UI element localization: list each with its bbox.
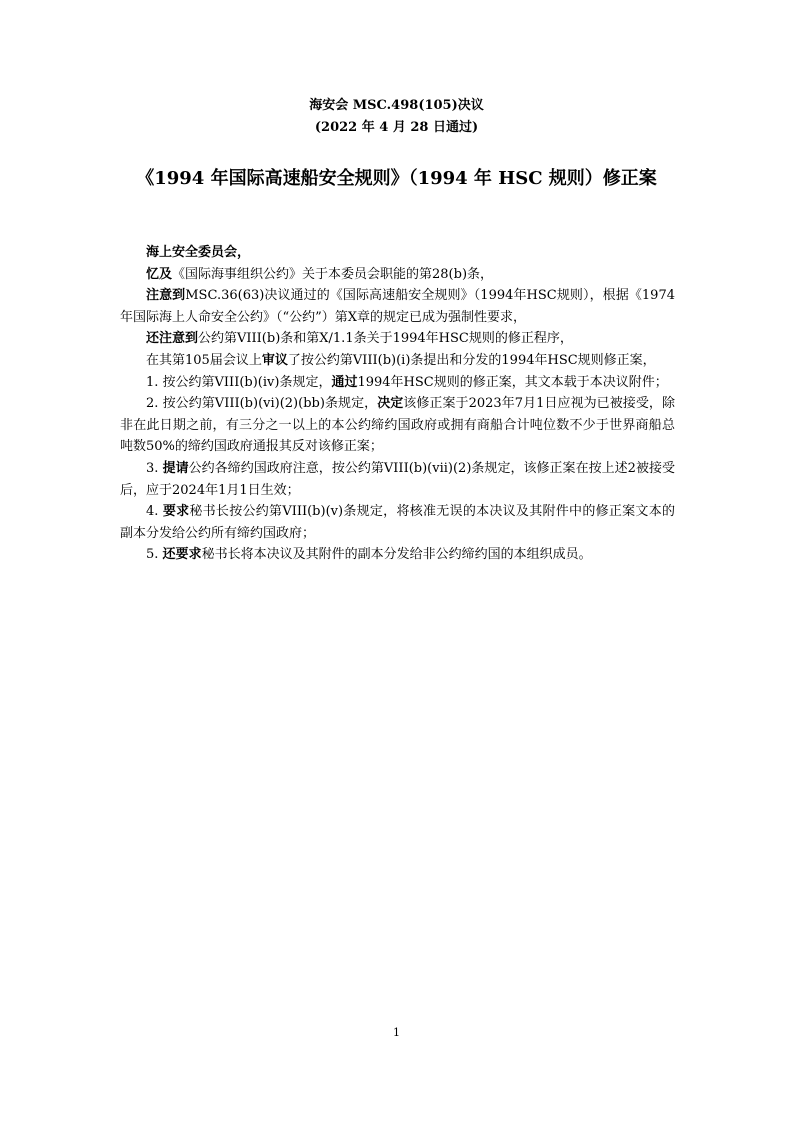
paragraph-text: 了按公约第VIII(b)(i)条提出和分发的1994年HSC规则修正案， — [287, 352, 656, 368]
paragraph-lead: 5. — [146, 547, 163, 563]
keyword-requests: 要求 — [162, 504, 190, 520]
adoption-date: (2022 年 4 月 28 日通过) — [314, 120, 479, 135]
resolution-body — [120, 242, 675, 566]
preamble-paragraph-noting-further — [120, 328, 675, 350]
paragraph-lead: 3. — [146, 460, 163, 476]
paragraph-lead: 1. 按公约第VIII(b)(iv)条规定， — [146, 374, 332, 390]
preamble-paragraph-noting — [120, 285, 675, 328]
document-title: 《1994 年国际高速船安全规则》（1994 年 HSC 规则）修正案 — [136, 168, 657, 189]
keyword-adopts: 通过 — [331, 374, 358, 390]
paragraph-text: 1994年HSC规则的修正案，其文本载于本决议附件； — [357, 374, 668, 390]
paragraph-lead: 2. 按公约第VIII(b)(vi)(2)(bb)条规定， — [146, 396, 378, 412]
paragraph-text: 公约第VIII(b)条和第X/1.1条关于1994年HSC规则的修正程序， — [198, 331, 573, 347]
operative-paragraph-5 — [120, 544, 675, 566]
paragraph-text: MSC.36(63)决议通过的《国际高速船安全规则》（1994年HSC规则），根据《1974年国际海上人命安全公约》（“公约”）第X章的规定已成为强制性要求， — [120, 288, 675, 325]
paragraph-lead: 4. — [146, 504, 163, 520]
keyword-further-requests: 还要求 — [162, 547, 202, 563]
keyword-noting: 注意到 — [146, 288, 186, 304]
keyword-determines: 决定 — [377, 396, 404, 412]
operative-paragraph-4 — [120, 501, 675, 544]
keyword-recalling: 忆及 — [146, 266, 173, 282]
page-number: 1 — [393, 1026, 400, 1039]
keyword-considered: 审议 — [261, 352, 288, 368]
paragraph-text: 公约各缔约国政府注意，按公约第VIII(b)(vii)(2)条规定，该修正案在按上述2被接受后，应于2024年1月1日生效； — [120, 460, 675, 498]
resolution-number: 海安会 MSC.498(105)决议 — [309, 98, 484, 113]
preamble-paragraph-considered — [120, 350, 675, 372]
keyword-noting-further: 还注意到 — [146, 331, 199, 347]
paragraph-text: 《国际海事组织公约》关于本委员会职能的第28(b)条， — [172, 266, 494, 282]
paragraph-lead: 在其第105届会议上 — [146, 352, 262, 368]
keyword-invites: 提请 — [162, 460, 189, 476]
operative-paragraph-2 — [120, 393, 675, 458]
preamble-paragraph-recalling — [120, 264, 675, 286]
operative-paragraph-1 — [120, 372, 675, 394]
operative-paragraph-3 — [120, 458, 675, 501]
paragraph-text: 秘书长将本决议及其附件的副本分发给非公约缔约国的本组织成员。 — [201, 547, 592, 563]
paragraph-text: 该修正案于2023年7月1日应视为已被接受，除非在此日期之前，有三分之一以上的本公约缔约国政府或拥有商船合计吨位数不少于世界商船总吨数50%的缔约国政府通报其反对该修正案； — [120, 396, 675, 455]
paragraph-text: 秘书长按公约第VIII(b)(v)条规定，将核准无误的本决议及其附件中的修正案文本的副本分发给公约所有缔约国政府； — [120, 504, 675, 541]
committee-heading: 海上安全委员会， — [146, 245, 251, 260]
